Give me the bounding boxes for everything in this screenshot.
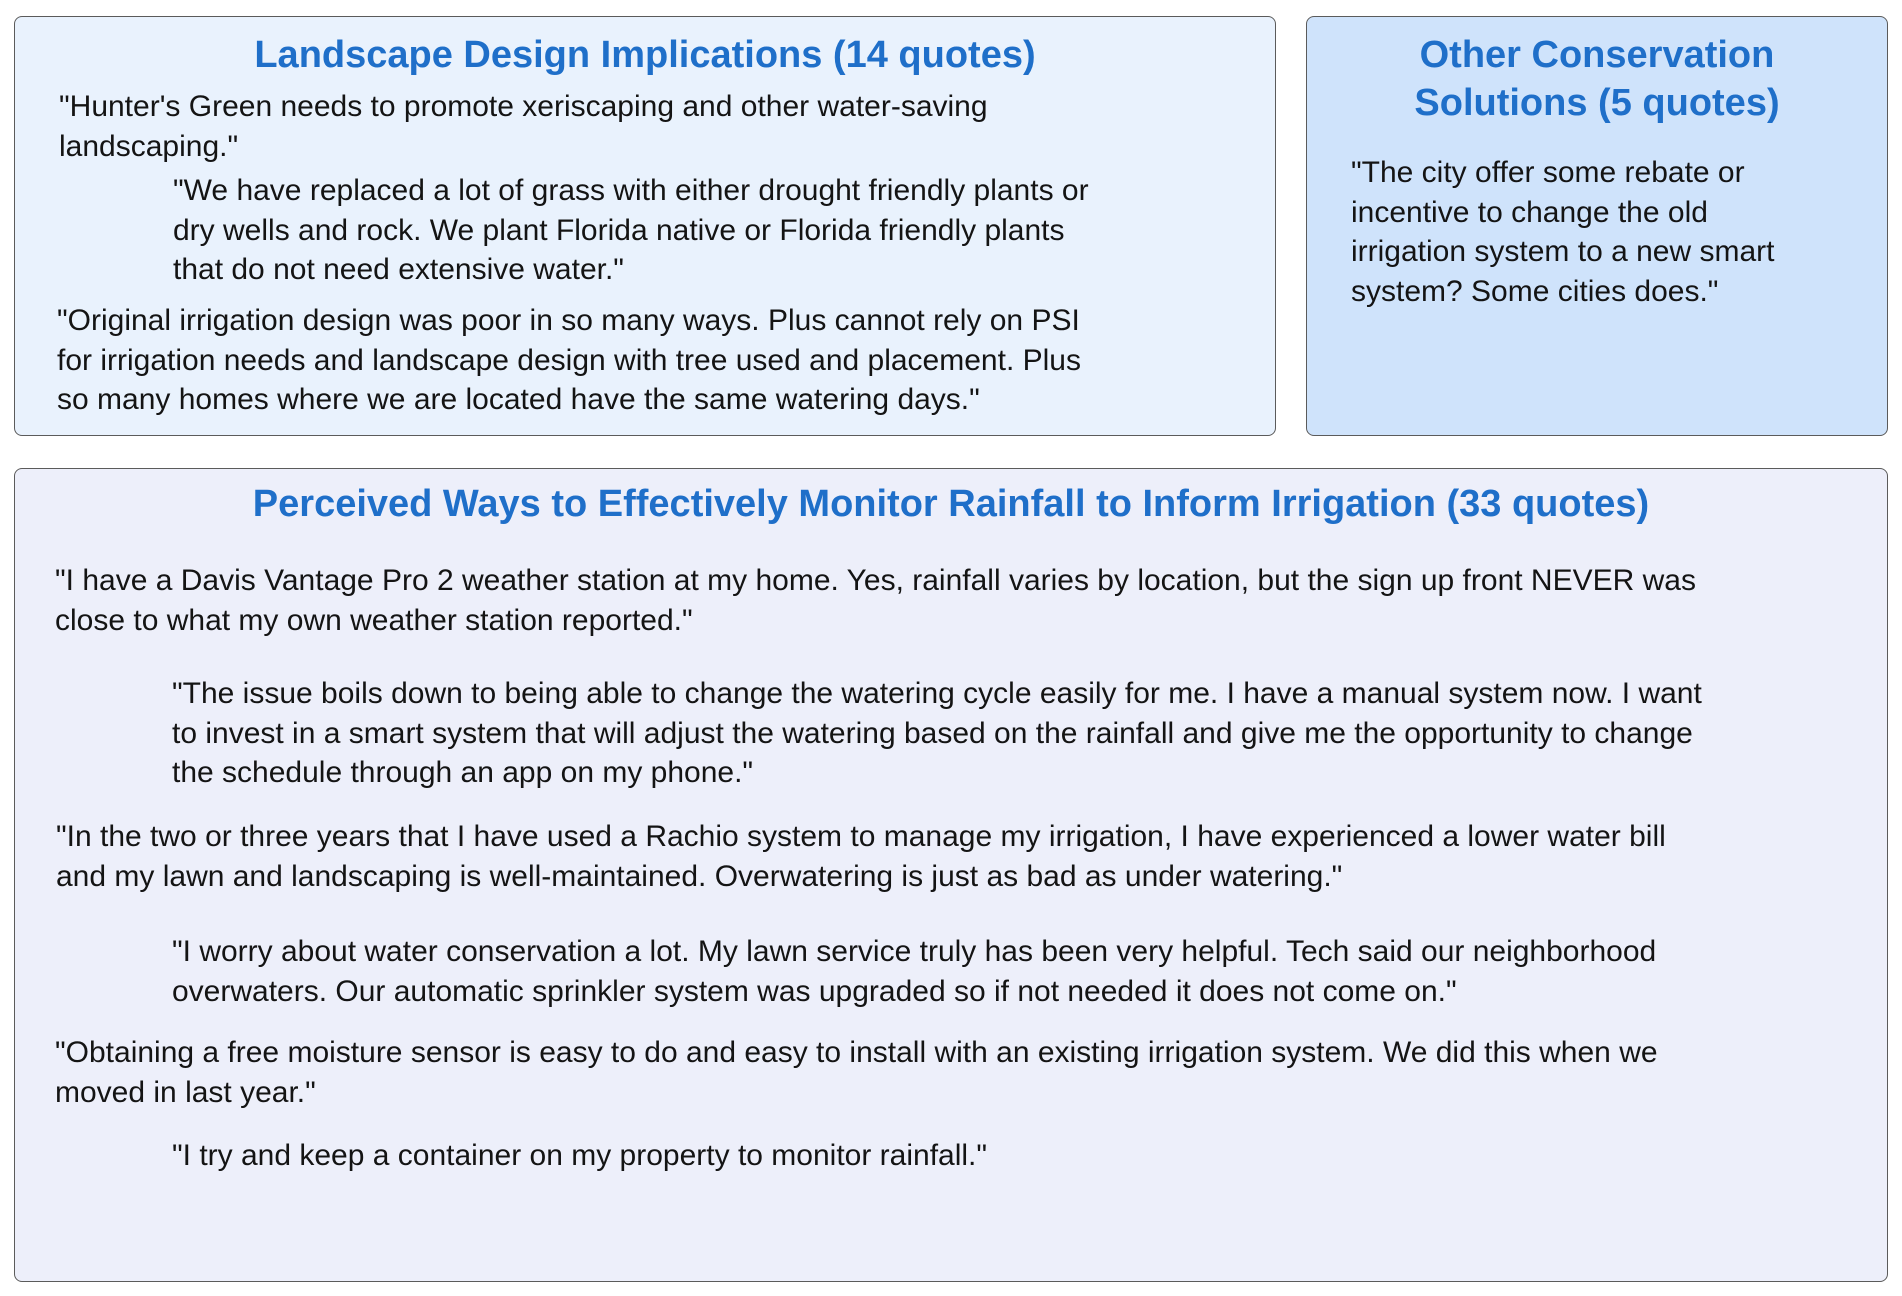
rainfall-quote: "I try and keep a container on my property to monitor rainfall." (172, 1139, 988, 1172)
rainfall-quote: "The issue boils down to being able to change the watering cycle easily for me. I have a manual system now. I want to invest in a smart system that will adjust the watering based on the rainfall and give me the opportunity to change the schedule through an app on my phone." (172, 677, 1702, 789)
other-conservation-title: Other Conservation Solutions (5 quotes) (1414, 34, 1780, 124)
other-conservation-panel (1306, 16, 1888, 436)
landscape-quote: "Hunter's Green needs to promote xeriscaping and other water-saving landscaping." (59, 90, 988, 163)
landscape-quote: "Original irrigation design was poor in so many ways. Plus cannot rely on PSI for irrigation needs and landscape design with tree used and placement. Plus so many homes where we are located have the same watering days." (57, 304, 1081, 416)
rainfall-quote: "I have a Davis Vantage Pro 2 weather station at my home. Yes, rainfall varies by location, but the sign up front NEVER was close to what my own weather station reported." (55, 564, 1696, 637)
other-conservation-quote: "The city offer some rebate or incentive to change the old irrigation system to a new smart system? Some cities does." (1351, 156, 1775, 308)
landscape-design-title: Landscape Design Implications (14 quotes) (254, 34, 1036, 76)
rainfall-quote: "I worry about water conservation a lot. My lawn service truly has been very helpful. Tech said our neighborhood overwaters. Our automatic sprinkler system was upgraded so if not needed it does not come on." (172, 935, 1657, 1008)
landscape-quote: "We have replaced a lot of grass with either drought friendly plants or dry wells and rock. We plant Florida native or Florida friendly plants that do not need extensive water." (173, 174, 1089, 286)
rainfall-quote: "Obtaining a free moisture sensor is easy to do and easy to install with an existing irrigation system. We did this when we moved in last year." (55, 1036, 1658, 1109)
rainfall-monitoring-panel (14, 468, 1888, 1282)
rainfall-quote: "In the two or three years that I have used a Rachio system to manage my irrigation, I have experienced a lower water bill and my lawn and landscaping is well-maintained. Overwatering is just as bad as under watering." (56, 820, 1666, 893)
landscape-design-panel (14, 16, 1276, 436)
rainfall-monitoring-title: Perceived Ways to Effectively Monitor Rainfall to Inform Irrigation (33 quotes) (252, 483, 1650, 525)
